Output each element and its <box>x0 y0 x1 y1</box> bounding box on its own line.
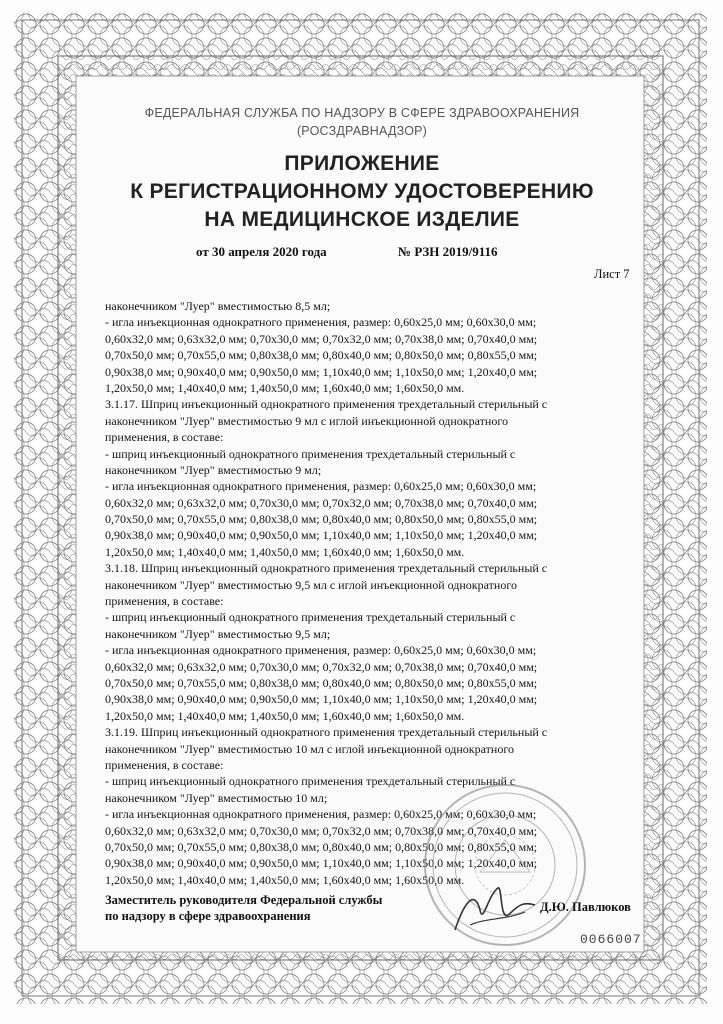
body-line: - шприц инъекционный однократного применения трехдетальный стерильный с <box>105 610 516 625</box>
body-line: 0,60x32,0 мм; 0,63x32,0 мм; 0,70x30,0 мм; 0,70x32,0 мм; 0,70x38,0 мм; 0,70x40,0 мм; <box>105 331 538 346</box>
agency-header <box>78 104 646 140</box>
body-line: применения, в составе: <box>105 594 224 609</box>
body-line: 0,90x38,0 мм; 0,90x40,0 мм; 0,90x50,0 мм; 1,10x40,0 мм; 1,10x50,0 мм; 1,20x40,0 мм; <box>105 364 538 379</box>
body-line: наконечником "Луер" вместимостью 9 мл с иглой инъекционной однократного <box>105 413 508 428</box>
body-line: 0,70x50,0 мм; 0,70x55,0 мм; 0,80x38,0 мм; 0,80x40,0 мм; 0,80x50,0 мм; 0,80x55,0 мм; <box>105 512 538 527</box>
body-line: - игла инъекционная однократного применения, размер: 0,60x25,0 мм; 0,60x30,0 мм; <box>105 643 537 658</box>
body-line: 1,20x50,0 мм; 1,40x40,0 мм; 1,40x50,0 мм; 1,60x40,0 мм; 1,60x50,0 мм. <box>105 380 465 395</box>
handwritten-signature-icon <box>450 880 540 940</box>
body-line: применения, в составе: <box>105 430 224 445</box>
body-line: наконечником "Луер" вместимостью 9,5 мл с иглой инъекционной однократного <box>105 577 517 592</box>
body-line: 0,70x50,0 мм; 0,70x55,0 мм; 0,80x38,0 мм; 0,80x40,0 мм; 0,80x50,0 мм; 0,80x55,0 мм; <box>105 348 538 363</box>
body-line: наконечником "Луер" вместимостью 9 мл; <box>105 462 322 477</box>
body-line: - игла инъекционная однократного применения, размер: 0,60x25,0 мм; 0,60x30,0 мм; <box>105 807 537 822</box>
sheet-number: Лист 7 <box>594 267 630 281</box>
body-line: 0,90x38,0 мм; 0,90x40,0 мм; 0,90x50,0 мм; 1,10x40,0 мм; 1,10x50,0 мм; 1,20x40,0 мм; <box>105 856 538 871</box>
body-line: 0,60x32,0 мм; 0,63x32,0 мм; 0,70x30,0 мм; 0,70x32,0 мм; 0,70x38,0 мм; 0,70x40,0 мм; <box>105 659 538 674</box>
signatory-line-2: по надзору в сфере здравоохранения <box>105 909 311 923</box>
body-line: - шприц инъекционный однократного применения трехдетальный стерильный с <box>105 446 516 461</box>
body-line: наконечником "Луер" вместимостью 8,5 мл; <box>105 299 331 313</box>
document-title <box>78 150 646 234</box>
body-line: 0,60x32,0 мм; 0,63x32,0 мм; 0,70x30,0 мм; 0,70x32,0 мм; 0,70x38,0 мм; 0,70x40,0 мм; <box>105 823 538 838</box>
body-line: 1,20x50,0 мм; 1,40x40,0 мм; 1,40x50,0 мм; 1,60x40,0 мм; 1,60x50,0 мм. <box>105 872 465 887</box>
signatory-name: Д.Ю. Павлюков <box>540 900 631 914</box>
agency-abbreviation: (РОСЗДРАВНАДЗОР) <box>296 124 428 138</box>
body-line: 3.1.17. Шприц инъекционный однократного применения трехдетальный стерильный с <box>105 397 548 412</box>
body-line: 0,60x32,0 мм; 0,63x32,0 мм; 0,70x30,0 мм; 0,70x32,0 мм; 0,70x38,0 мм; 0,70x40,0 мм; <box>105 495 538 510</box>
body-line: наконечником "Луер" вместимостью 10 мл с иглой инъекционной однократного <box>105 741 514 756</box>
title-line-2: К РЕГИСТРАЦИОННОМУ УДОСТОВЕРЕНИЮ <box>130 180 594 203</box>
signatory-line-1: Заместитель руководителя Федеральной службы <box>105 893 383 907</box>
serial-number: 0066007 <box>580 932 642 947</box>
body-line: 3.1.18. Шприц инъекционный однократного применения трехдетальный стерильный с <box>105 561 548 576</box>
body-line: наконечником "Луер" вместимостью 10 мл; <box>105 790 328 805</box>
body-line: 0,90x38,0 мм; 0,90x40,0 мм; 0,90x50,0 мм; 1,10x40,0 мм; 1,10x50,0 мм; 1,20x40,0 мм; <box>105 692 538 707</box>
body-line: - игла инъекционная однократного применения, размер: 0,60x25,0 мм; 0,60x30,0 мм; <box>105 479 537 494</box>
body-line: применения, в составе: <box>105 757 224 772</box>
body-line: наконечником "Луер" вместимостью 9,5 мл; <box>105 626 331 641</box>
body-line: - шприц инъекционный однократного применения трехдетальный стерильный с <box>105 774 516 789</box>
title-line-1: ПРИЛОЖЕНИЕ <box>284 152 440 175</box>
agency-name: ФЕДЕРАЛЬНАЯ СЛУЖБА ПО НАДЗОРУ В СФЕРЕ ЗДРАВООХРАНЕНИЯ <box>144 106 580 120</box>
body-line: 0,70x50,0 мм; 0,70x55,0 мм; 0,80x38,0 мм; 0,80x40,0 мм; 0,80x50,0 мм; 0,80x55,0 мм; <box>105 839 538 854</box>
body-line: 1,20x50,0 мм; 1,40x40,0 мм; 1,40x50,0 мм; 1,60x40,0 мм; 1,60x50,0 мм. <box>105 708 465 723</box>
body-line: 3.1.19. Шприц инъекционный однократного применения трехдетальный стерильный с <box>105 725 548 740</box>
registration-number: № РЗН 2019/9116 <box>398 244 498 259</box>
title-line-3: НА МЕДИЦИНСКОЕ ИЗДЕЛИЕ <box>204 208 520 231</box>
body-line: 0,90x38,0 мм; 0,90x40,0 мм; 0,90x50,0 мм; 1,10x40,0 мм; 1,10x50,0 мм; 1,20x40,0 мм; <box>105 528 538 543</box>
signatory-title <box>105 892 382 924</box>
body-line: 0,70x50,0 мм; 0,70x55,0 мм; 0,80x38,0 мм; 0,80x40,0 мм; 0,80x50,0 мм; 0,80x55,0 мм; <box>105 675 538 690</box>
issue-date: от 30 апреля 2020 года <box>196 244 327 259</box>
body-line: - игла инъекционная однократного применения, размер: 0,60x25,0 мм; 0,60x30,0 мм; <box>105 315 537 330</box>
body-line: 1,20x50,0 мм; 1,40x40,0 мм; 1,40x50,0 мм; 1,60x40,0 мм; 1,60x50,0 мм. <box>105 544 465 559</box>
